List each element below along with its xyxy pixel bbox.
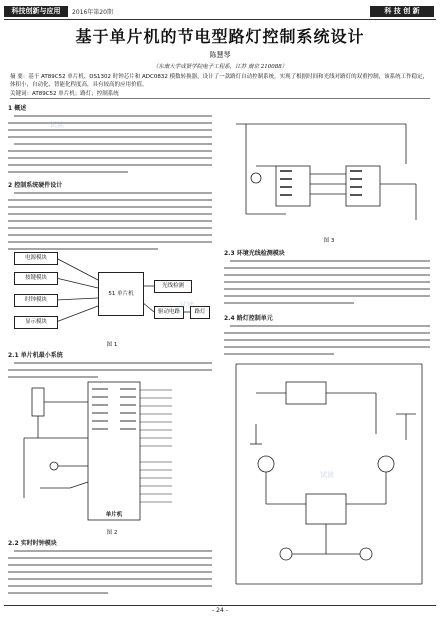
journal-badge: 科技创新与应用 <box>4 6 68 17</box>
street-lamp-box: 路灯 <box>190 306 210 319</box>
figure-1-block-diagram <box>14 250 210 336</box>
figure-2-caption: 图 2 <box>106 530 118 536</box>
key-module-box: 按键模块 <box>14 272 58 285</box>
author: 陈慧琴 <box>209 51 231 59</box>
figure-3-schematic <box>226 104 432 232</box>
section-2-3-block <box>224 248 432 363</box>
section-2-1-heading: 2.1 单片机最小系统 <box>8 352 63 359</box>
section-2-text-lines <box>8 189 214 255</box>
abstract: 摘 要：基于 AT89C52 单片机、DS1302 时钟芯片和 ADC0832 模数转换器，设计了一款路灯自动控制系统，实现了根据时间和光线对路灯的双重控制，该系统工作稳定，体积小，自动化、智能化程度高，具有较高的应用价值。 <box>10 74 429 88</box>
watermark: 试读 <box>320 471 334 479</box>
section-2-2-heading: 2.2 实时时钟模块 <box>8 540 57 547</box>
section-2-3-heading: 2.3 环境光线检测模块 <box>224 250 285 257</box>
abstract-rule <box>10 98 430 99</box>
watermark: 试读 <box>180 301 194 309</box>
header-rule <box>4 19 436 20</box>
section-2-3-text-lines <box>224 257 432 309</box>
figure-3-caption: 图 3 <box>323 238 335 244</box>
display-module-box: 显示模块 <box>14 316 58 329</box>
clock-module-box: 时钟模块 <box>14 294 58 307</box>
mcu-chip-label: 单片机 <box>105 512 123 518</box>
issue-label: 2016年第20期 <box>72 9 113 16</box>
watermark: 试读 <box>50 121 64 129</box>
keywords: 关键词：AT89C52 单片机；路灯；控制系统 <box>10 91 119 97</box>
page-number: - 24 - <box>212 607 228 614</box>
driver-circuit-box: 驱动电路 <box>154 306 184 319</box>
section-1-text-lines <box>8 112 214 176</box>
figure-2-schematic <box>14 378 210 526</box>
section-2-heading: 2 控制系统硬件设计 <box>8 181 63 189</box>
section-badge: 科 技 创 新 <box>370 6 434 17</box>
left-column <box>8 103 214 258</box>
section-2-2-block <box>8 538 214 603</box>
article-title: 基于单片机的节电型路灯控制系统设计 <box>75 27 365 46</box>
affiliation: （东南大学成贤学院电子工程系，江苏 南京 210088） <box>152 64 288 70</box>
section-1-heading: 1 概述 <box>8 105 27 112</box>
section-2-4-heading: 2.4 路灯控制单元 <box>224 314 273 322</box>
mcu-box: 51 单片机 <box>98 272 144 316</box>
figure-1-caption: 图 1 <box>106 342 118 348</box>
light-detect-box: 光线检测 <box>154 280 192 293</box>
section-2-2-text-lines <box>8 547 214 599</box>
footer-rule <box>4 605 436 606</box>
power-module-box: 电源模块 <box>14 252 58 265</box>
